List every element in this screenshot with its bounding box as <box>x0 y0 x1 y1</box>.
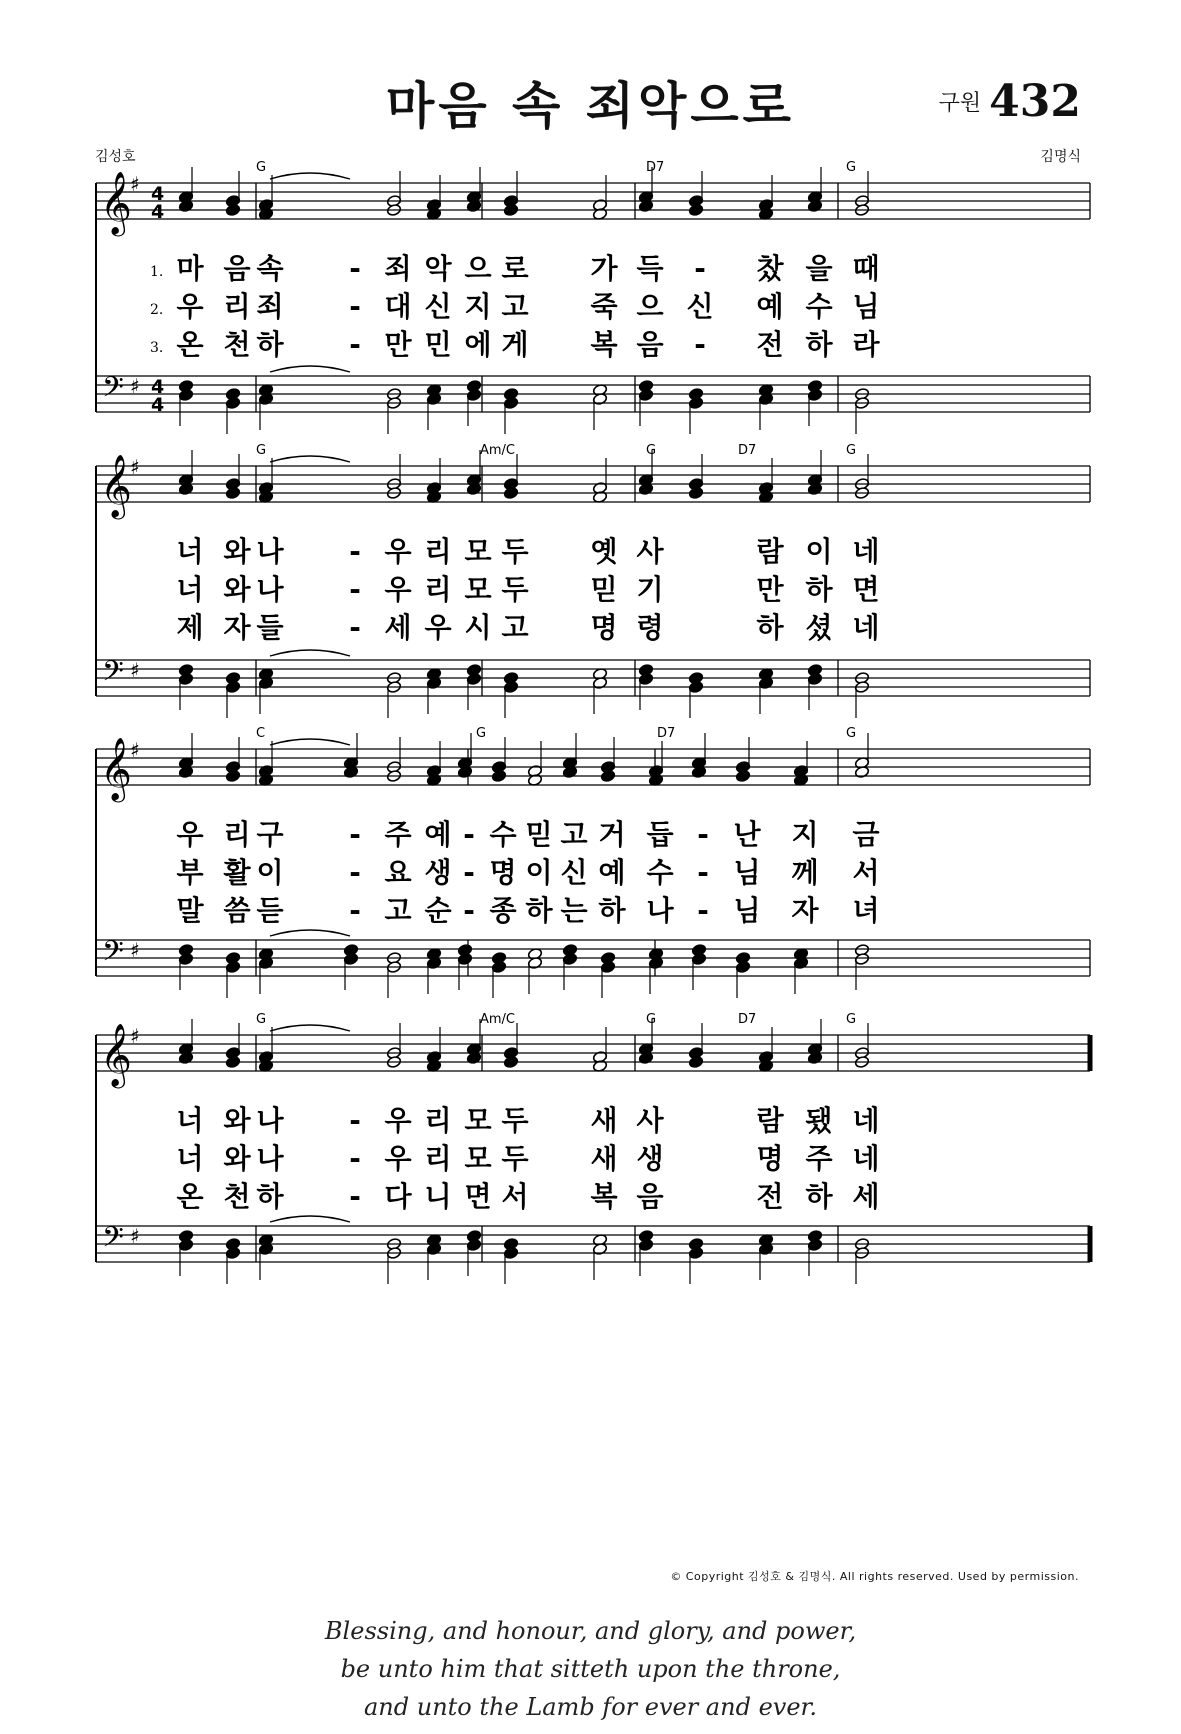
lyric-syllable: 우 <box>384 573 412 606</box>
lyric-syllable: 지 <box>464 290 492 323</box>
lyric-syllable: 모 <box>464 573 492 606</box>
bass-staff <box>96 1226 1090 1262</box>
chord-symbol: G <box>646 443 657 458</box>
treble-clef: 𝄞 <box>100 737 132 800</box>
key-sharp: ♯ <box>130 172 140 196</box>
hymn-title: 마음 속 죄악으로 <box>386 77 795 135</box>
key-sharp: ♯ <box>130 374 140 398</box>
bass-staff <box>96 940 1090 976</box>
hymn-category-label: 구원 <box>938 91 982 116</box>
lyric-syllable: 예 <box>424 818 452 851</box>
tie <box>270 173 350 179</box>
lyric-syllable: 리 <box>424 573 452 606</box>
lyric-syllable: 하 <box>525 894 553 927</box>
lyric-syllable: 시 <box>464 611 492 644</box>
chord-symbol: D7 <box>646 160 665 175</box>
lyric-syllable: - <box>463 856 475 889</box>
lyric-syllable: 님 <box>733 894 761 927</box>
lyric-syllable: 제 <box>176 611 204 644</box>
lyric-syllable: 리 <box>424 535 452 568</box>
chord-symbol: G <box>846 726 857 741</box>
lyric-syllable: - <box>349 1104 361 1137</box>
lyric-syllable: 로 <box>501 252 529 285</box>
lyric-syllable: 가 <box>590 252 618 285</box>
lyric-syllable: 와 <box>223 573 251 606</box>
treble-clef: 𝄞 <box>100 1023 132 1086</box>
lyric-syllable: 람 <box>756 1104 784 1137</box>
tie <box>270 366 350 372</box>
lyric-syllable: 님 <box>852 290 880 323</box>
composer-name: 김명식 <box>1040 149 1081 165</box>
lyric-syllable: 음 <box>636 328 664 361</box>
lyricist-name: 김성호 <box>95 149 136 165</box>
key-sharp: ♯ <box>130 658 140 682</box>
lyric-syllable: - <box>349 573 361 606</box>
lyric-syllable: 하 <box>805 573 833 606</box>
lyric-syllable: 음 <box>223 252 251 285</box>
bass-clef: 𝄢 <box>102 1221 124 1261</box>
lyric-syllable: 천 <box>223 328 251 361</box>
lyric-syllable: 모 <box>464 1142 492 1175</box>
lyric-syllable: 자 <box>791 894 819 927</box>
lyric-syllable: - <box>697 894 709 927</box>
lyric-syllable: 듣 <box>256 894 284 927</box>
lyric-syllable: 하 <box>256 1180 284 1213</box>
tie <box>270 1025 350 1031</box>
lyric-syllable: - <box>349 1142 361 1175</box>
tie <box>270 650 350 656</box>
chord-symbol: G <box>846 443 857 458</box>
tie <box>270 739 350 745</box>
lyric-syllable: 복 <box>590 1180 618 1213</box>
tie <box>270 456 350 462</box>
chord-symbol: Am/C <box>480 443 516 458</box>
lyric-syllable: 게 <box>501 328 529 361</box>
lyric-syllable: 말 <box>176 894 204 927</box>
lyric-syllable: 라 <box>852 328 880 361</box>
lyric-syllable: 사 <box>636 1104 664 1137</box>
chord-symbol: G <box>256 443 267 458</box>
lyric-syllable: 금 <box>852 818 880 851</box>
lyric-syllable: 와 <box>223 1142 251 1175</box>
time-signature: 4 <box>151 183 165 205</box>
bass-staff <box>96 376 1090 412</box>
key-sharp: ♯ <box>130 455 140 479</box>
lyric-syllable: - <box>349 1180 361 1213</box>
lyric-syllable: - <box>463 818 475 851</box>
lyric-syllable: - <box>349 535 361 568</box>
lyric-syllable: 서 <box>852 856 880 889</box>
hymn-number: 432 <box>989 76 1081 127</box>
lyric-syllable: 만 <box>384 328 412 361</box>
tie <box>270 1216 350 1222</box>
lyric-syllable: 기 <box>636 573 664 606</box>
lyric-syllable: 리 <box>424 1142 452 1175</box>
treble-clef: 𝄞 <box>100 454 132 517</box>
lyric-syllable: 네 <box>852 1142 880 1175</box>
chord-symbol: G <box>846 160 857 175</box>
lyric-syllable: 우 <box>384 535 412 568</box>
lyric-syllable: 나 <box>256 1142 284 1175</box>
lyric-syllable: 주 <box>384 818 412 851</box>
bass-clef: 𝄢 <box>102 655 124 695</box>
lyric-syllable: 음 <box>636 1180 664 1213</box>
copyright-notice: © Copyright 김성호 & 김명식. All rights reserved. Used by permission. <box>670 1570 1079 1583</box>
lyric-syllable: - <box>349 252 361 285</box>
lyric-syllable: 세 <box>852 1180 880 1213</box>
lyric-syllable: - <box>463 894 475 927</box>
lyric-syllable: 두 <box>501 573 529 606</box>
lyric-syllable: 예 <box>598 856 626 889</box>
lyric-syllable: 명 <box>489 856 517 889</box>
lyric-syllable: 서 <box>501 1180 529 1213</box>
time-signature: 4 <box>151 201 165 223</box>
lyric-syllable: 람 <box>756 535 784 568</box>
verse-number: 3. <box>150 340 164 356</box>
lyric-syllable: 이 <box>256 856 284 889</box>
lyric-syllable: 고 <box>501 290 529 323</box>
lyric-syllable: 대 <box>384 290 412 323</box>
lyric-syllable: 마 <box>176 252 204 285</box>
lyric-syllable: - <box>349 328 361 361</box>
lyric-syllable: 수 <box>805 290 833 323</box>
lyric-syllable: 죄 <box>384 252 412 285</box>
lyric-syllable: 생 <box>636 1142 664 1175</box>
bass-clef: 𝄢 <box>102 935 124 975</box>
lyric-syllable: 신 <box>560 856 588 889</box>
chord-symbol: G <box>476 726 487 741</box>
lyric-syllable: - <box>349 818 361 851</box>
lyric-syllable: 너 <box>176 1104 204 1137</box>
lyric-syllable: 녀 <box>852 894 880 927</box>
lyric-syllable: 전 <box>756 1180 784 1213</box>
treble-staff <box>96 183 1090 219</box>
lyric-syllable: 믿 <box>525 818 553 851</box>
lyric-syllable: 세 <box>384 611 412 644</box>
lyric-syllable: - <box>694 328 706 361</box>
lyric-syllable: 모 <box>464 1104 492 1137</box>
lyric-syllable: 속 <box>256 252 284 285</box>
lyric-syllable: 구 <box>256 818 284 851</box>
lyric-syllable: 새 <box>590 1104 618 1137</box>
lyric-syllable: 하 <box>598 894 626 927</box>
lyric-syllable: 와 <box>223 535 251 568</box>
chord-symbol: G <box>256 1012 267 1027</box>
lyric-syllable: 우 <box>384 1142 412 1175</box>
lyric-syllable: 민 <box>424 328 452 361</box>
chord-symbol: D7 <box>657 726 676 741</box>
lyric-syllable: 셨 <box>805 611 833 644</box>
lyric-syllable: 는 <box>560 894 588 927</box>
lyric-syllable: 나 <box>256 573 284 606</box>
lyric-syllable: - <box>697 856 709 889</box>
lyric-syllable: 이 <box>805 535 833 568</box>
lyric-syllable: 께 <box>791 856 819 889</box>
verse-number: 2. <box>150 302 164 318</box>
lyric-syllable: 찼 <box>756 252 784 285</box>
lyric-syllable: - <box>349 290 361 323</box>
lyric-syllable: 면 <box>464 1180 492 1213</box>
lyric-syllable: 고 <box>501 611 529 644</box>
chord-symbol: G <box>646 1012 657 1027</box>
lyric-syllable: 이 <box>525 856 553 889</box>
lyric-syllable: 와 <box>223 1104 251 1137</box>
tie <box>270 930 350 936</box>
lyric-syllable: 다 <box>384 1180 412 1213</box>
lyric-syllable: 하 <box>805 328 833 361</box>
key-sharp: ♯ <box>130 738 140 762</box>
lyric-syllable: 나 <box>256 535 284 568</box>
treble-staff <box>96 466 1090 502</box>
lyric-syllable: 부 <box>176 856 204 889</box>
lyric-syllable: 온 <box>176 328 204 361</box>
lyric-syllable: 너 <box>176 535 204 568</box>
lyric-syllable: 난 <box>733 818 761 851</box>
lyric-syllable: 하 <box>805 1180 833 1213</box>
lyric-syllable: 복 <box>590 328 618 361</box>
lyric-syllable: 악 <box>424 252 452 285</box>
chord-symbol: Am/C <box>480 1012 516 1027</box>
lyric-syllable: 만 <box>756 573 784 606</box>
lyric-syllable: 면 <box>852 573 880 606</box>
lyric-syllable: 지 <box>791 818 819 851</box>
verse-number: 1. <box>150 264 164 280</box>
lyric-syllable: 됐 <box>805 1104 833 1137</box>
treble-staff <box>96 749 1090 785</box>
scripture-quote <box>0 1612 1181 1726</box>
lyric-syllable: 주 <box>805 1142 833 1175</box>
lyric-syllable: 으 <box>636 290 664 323</box>
scripture-line: Blessing, and honour, and glory, and power, <box>324 1617 857 1645</box>
key-sharp: ♯ <box>130 1224 140 1248</box>
lyric-syllable: 생 <box>424 856 452 889</box>
chord-symbol: G <box>846 1012 857 1027</box>
lyric-syllable: - <box>697 818 709 851</box>
lyric-syllable: 나 <box>256 1104 284 1137</box>
key-sharp: ♯ <box>130 938 140 962</box>
lyric-syllable: 예 <box>756 290 784 323</box>
lyric-syllable: 우 <box>384 1104 412 1137</box>
lyric-syllable: 니 <box>424 1180 452 1213</box>
lyric-syllable: 너 <box>176 573 204 606</box>
time-signature: 4 <box>151 376 165 398</box>
lyric-syllable: 네 <box>852 535 880 568</box>
bass-clef: 𝄢 <box>102 371 124 411</box>
lyric-syllable: 하 <box>256 328 284 361</box>
lyric-syllable: 요 <box>384 856 412 889</box>
chord-symbol: D7 <box>738 1012 757 1027</box>
bass-staff <box>96 660 1090 696</box>
lyric-syllable: 신 <box>686 290 714 323</box>
lyric-syllable: 에 <box>464 328 492 361</box>
lyric-syllable: 득 <box>636 252 664 285</box>
scripture-line: be unto him that sitteth upon the throne, <box>340 1655 841 1683</box>
lyric-syllable: 두 <box>501 535 529 568</box>
lyric-syllable: 수 <box>646 856 674 889</box>
lyric-syllable: 리 <box>223 290 251 323</box>
lyric-syllable: 사 <box>636 535 664 568</box>
lyric-syllable: 나 <box>646 894 674 927</box>
scripture-line: and unto the Lamb for ever and ever. <box>363 1693 817 1721</box>
lyric-syllable: 종 <box>489 894 517 927</box>
key-sharp: ♯ <box>130 1024 140 1048</box>
lyric-syllable: 고 <box>384 894 412 927</box>
lyric-syllable: 령 <box>636 611 664 644</box>
time-signature: 4 <box>151 394 165 416</box>
chord-symbol: C <box>256 726 266 741</box>
lyric-syllable: 을 <box>805 252 833 285</box>
lyric-syllable: 고 <box>560 818 588 851</box>
lyric-syllable: 새 <box>590 1142 618 1175</box>
lyric-syllable: 네 <box>852 611 880 644</box>
lyric-syllable: 순 <box>424 894 452 927</box>
lyric-syllable: 리 <box>424 1104 452 1137</box>
lyric-syllable: 온 <box>176 1180 204 1213</box>
lyric-syllable: 우 <box>424 611 452 644</box>
lyric-syllable: 거 <box>598 818 626 851</box>
lyric-syllable: - <box>694 252 706 285</box>
treble-clef: 𝄞 <box>100 171 132 234</box>
lyric-syllable: 죄 <box>256 290 284 323</box>
treble-staff <box>96 1035 1090 1071</box>
lyric-syllable: 모 <box>464 535 492 568</box>
lyric-syllable: 때 <box>852 252 880 285</box>
lyric-syllable: 님 <box>733 856 761 889</box>
lyric-syllable: 하 <box>756 611 784 644</box>
lyric-syllable: 믿 <box>590 573 618 606</box>
lyric-syllable: 리 <box>223 818 251 851</box>
lyric-syllable: 명 <box>590 611 618 644</box>
chord-symbol: G <box>256 160 267 175</box>
lyric-syllable: 천 <box>223 1180 251 1213</box>
lyric-syllable: 옛 <box>590 535 618 568</box>
lyric-syllable: 씀 <box>223 894 251 927</box>
lyric-syllable: 네 <box>852 1104 880 1137</box>
lyric-syllable: 우 <box>176 290 204 323</box>
lyric-syllable: 듭 <box>646 818 674 851</box>
lyric-syllable: - <box>349 611 361 644</box>
lyric-syllable: 두 <box>501 1104 529 1137</box>
lyric-syllable: 너 <box>176 1142 204 1175</box>
lyric-syllable: 자 <box>223 611 251 644</box>
lyric-syllable: 명 <box>756 1142 784 1175</box>
lyric-syllable: 죽 <box>590 290 618 323</box>
lyric-syllable: 신 <box>424 290 452 323</box>
lyric-syllable: 두 <box>501 1142 529 1175</box>
lyric-syllable: - <box>349 894 361 927</box>
lyric-syllable: 활 <box>223 856 251 889</box>
lyric-syllable: 들 <box>256 611 284 644</box>
lyric-syllable: 수 <box>489 818 517 851</box>
chord-symbol: D7 <box>738 443 757 458</box>
lyric-syllable: 으 <box>464 252 492 285</box>
lyric-syllable: 전 <box>756 328 784 361</box>
lyric-syllable: 우 <box>176 818 204 851</box>
lyric-syllable: - <box>349 856 361 889</box>
